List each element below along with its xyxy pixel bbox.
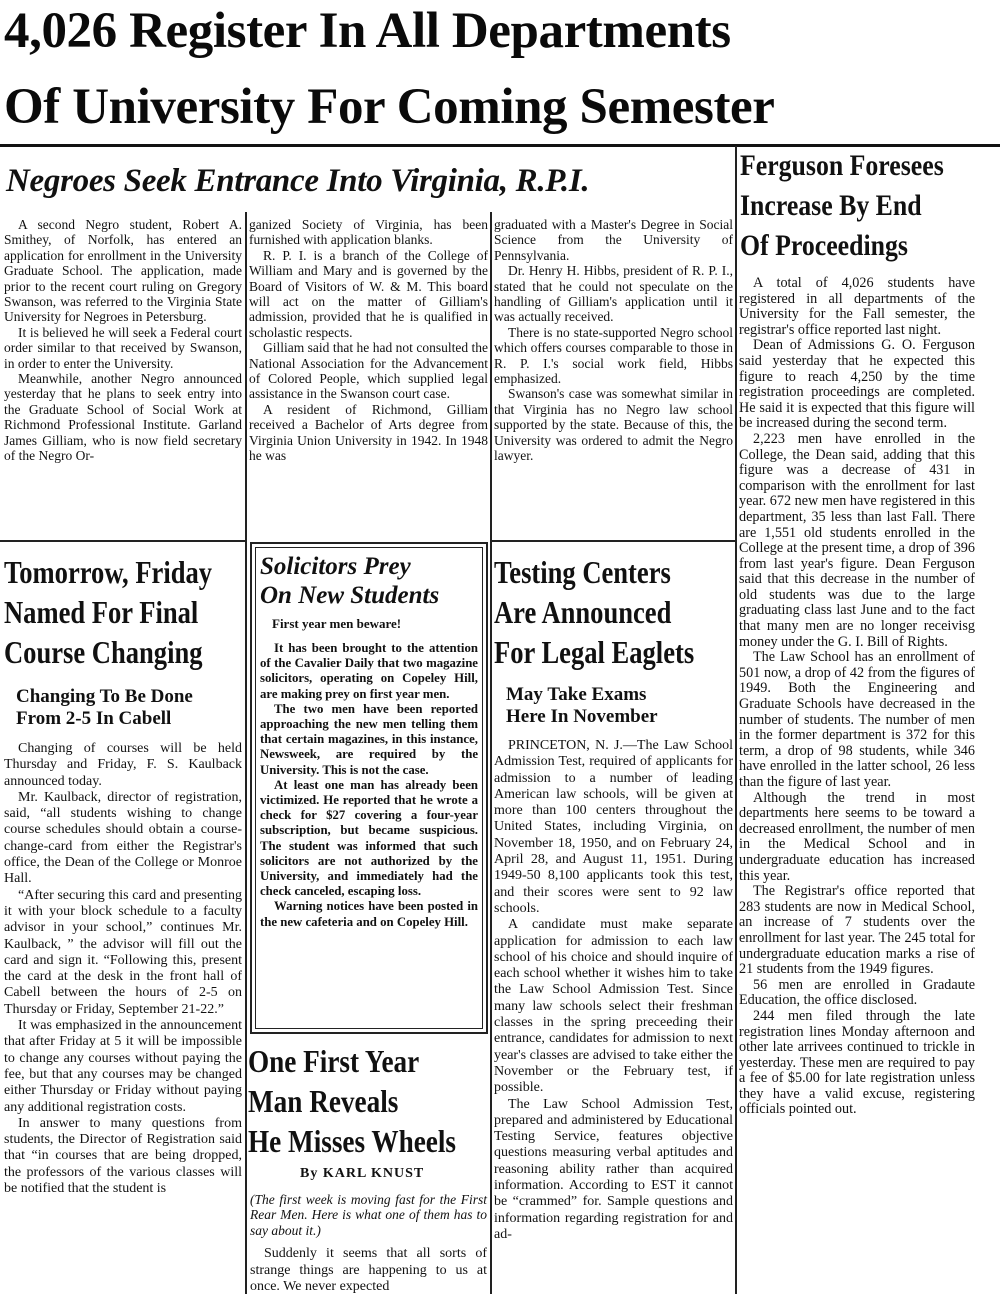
banner-headline-line-1: 4,026 Register In All Departments: [4, 3, 731, 59]
testing-headline: [494, 552, 694, 672]
negroes-col3-paragraph: Dr. Henry H. Hibbs, president of R. P. I., stated that he could not speculate on the handling of Gilliam's application until it was actually received.: [494, 263, 733, 325]
ferguson-headline-line: Of Proceedings: [740, 229, 908, 262]
negroes-column-2: [249, 217, 488, 535]
testing-subhead-line: Here In November: [506, 706, 658, 727]
testing-body: [494, 738, 733, 1294]
solicitors-headline-line: On New Students: [260, 582, 440, 609]
friday-paragraph: Mr. Kaulback, director of registration, said, “all students wishing to change course schedules should obtain a course-change-card from either the Registrar's office, the Dean of the College or Monroe Hall.: [4, 789, 242, 887]
testing-headline-line: Are Announced: [494, 594, 672, 630]
column-rule: [245, 212, 247, 1294]
testing-paragraph: A candidate must make separate application for admission to each law school of his choice and should inquire of each school whether it wishes him to take the Law School Admission Test. Since many law schools select their freshman classes in the spring preceeding their entrance, candidates for admission to next year's classes are advised to take either the November or the February test, if possible.: [494, 917, 733, 1096]
friday-paragraph: In answer to many questions from students, the Director of Registration said that “in courses that are being dropped, the professors of the various classes will be notified that the student is: [4, 1115, 242, 1197]
solicitors-body: [260, 641, 478, 930]
section-rule: [0, 540, 245, 542]
testing-headline-line: Testing Centers: [494, 554, 671, 590]
negroes-col3-paragraph: graduated with a Master's Degree in Social Science from the University of Pennsylvania.: [494, 217, 733, 263]
ferguson-headline-line: Increase By End: [740, 189, 922, 222]
friday-paragraph: “After securing this card and presenting it with your block schedule to a faculty advisor in your school,” continues Mr. Kaulback, ” the advisor will fill out the card and sign it. “Following this, present the card at the desk in the front hall of Cabell between the hours of 2-5 on Thursday or Friday, September 21-22.”: [4, 887, 242, 1017]
negroes-col2-paragraph: R. P. I. is a branch of the College of William and Mary and is governed by the Board of Visitors of W. & M. This board will act on the matter of Gilliam's admission, provided that he is qualified in scholastic respects.: [249, 247, 488, 340]
wheels-editor-note: (The first week is moving fast for the First Rear Men. Here is what one of them has to say about it.): [250, 1192, 487, 1238]
ferguson-body: [739, 276, 975, 1290]
solicitors-paragraph: The two men have been reported approaching the new men telling them that certain magazines, in this instance, Newsweek, are required by the University. This is not the case.: [260, 701, 478, 777]
solicitors-paragraph: At least one man has already been victimized. He reported that he wrote a check for $27 covering a four-year subscription, but became suspicious. The student was informed that such solicitors are not authorized by the University, and immediately had the check canceled, escaping loss.: [260, 777, 478, 899]
solicitors-lead: First year men beware!: [272, 616, 402, 631]
negroes-col2-paragraph: ganized Society of Virginia, has been furnished with application blanks.: [249, 217, 488, 248]
friday-subhead-line: From 2-5 In Cabell: [16, 708, 172, 729]
negroes-headline: Negroes Seek Entrance Into Virginia, R.P.I.: [6, 163, 590, 199]
ferguson-paragraph: A total of 4,026 students have registered in all departments of the University for the Fall semester, the registrar's office reported last night.: [739, 276, 975, 338]
wheels-paragraph: Suddenly it seems that all sorts of strange things are happening to us at once. We never expected: [250, 1246, 487, 1294]
wheels-headline-line: One First Year: [248, 1043, 420, 1079]
solicitors-paragraph: Warning notices have been posted in the new cafeteria and on Copeley Hill.: [260, 899, 478, 929]
wheels-headline-line: Man Reveals: [248, 1083, 399, 1119]
negroes-col1-paragraph: Meanwhile, another Negro announced yesterday that he plans to seek entry into the Graduate School of Social Work at Richmond Professional Institute. Garland James Gilliam, who is now field secretary of the Negro Or-: [4, 371, 242, 464]
friday-headline-line: Named For Final: [4, 594, 199, 630]
negroes-col1-paragraph: It is believed he will seek a Federal court order similar to that received by Swanson, in order to enter the University.: [4, 324, 242, 371]
friday-paragraph: It was emphasized in the announcement that after Friday at 5 it will be impossible to change any courses without paying the fee, but that any courses may be changed either Thursday or Friday without paying any additional registration costs.: [4, 1018, 242, 1115]
wheels-headline-line: He Misses Wheels: [248, 1123, 457, 1159]
negroes-col3-paragraph: There is no state-supported Negro school which offers courses comparable to those in R. P. I.'s social work field, Hibbs emphasized.: [494, 324, 733, 387]
testing-paragraph: PRINCETON, N. J.—The Law School Admission Test, required of applicants for admission to a number of leading American law schools, will be given at more than 100 centers throughout the United States, including Virginia, on November 18, 1950, and on February 24, April 28, and August 11, 1951. During 1949-50 8,100 applicants took this test, and their scores were sent to 92 law schools.: [494, 738, 733, 916]
ferguson-headline: [740, 146, 944, 266]
banner-headline-line-2: Of University For Coming Semester: [4, 79, 775, 135]
ferguson-paragraph: 56 men are enrolled in Gradaute Education, the office disclosed.: [739, 976, 975, 1009]
wheels-headline: [248, 1041, 456, 1161]
ferguson-paragraph: Dean of Admissions G. O. Ferguson said yesterday that he expected this figure to reach 4,250 by the time registration proceedings are completed. He said it is expected that this figure will be increased during the second term.: [739, 337, 975, 432]
friday-subhead-line: Changing To Be Done: [16, 686, 193, 707]
negroes-col2-paragraph: A resident of Richmond, Gilliam received a Bachelor of Arts degree from Virginia Union University in 1942. In 1948 he was: [249, 401, 488, 464]
negroes-col3-paragraph: Swanson's case was somewhat similar in that Virginia has no Negro law school supported by the state. Because of this, the University was ordered to admit the Negro lawyer.: [494, 386, 733, 464]
friday-paragraph: Changing of courses will be held Thursday and Friday, F. S. Kaulback announced today.: [4, 741, 242, 789]
wheels-body: [250, 1246, 487, 1294]
section-rule: [490, 540, 735, 542]
friday-headline-line: Tomorrow, Friday: [4, 554, 213, 590]
wheels-byline: By KARL KNUST: [300, 1166, 425, 1181]
solicitors-headline-line: Solicitors Prey: [260, 553, 411, 580]
friday-headline-line: Course Changing: [4, 634, 203, 670]
testing-paragraph: The Law School Admission Test, prepared and administered by Educational Testing Service, features objective questions measuring verbal aptitudes and reasoning ability rather than acquired information. According to EST it cannot be “crammed” for. Sample questions and information regarding registration for and ad-: [494, 1096, 733, 1242]
ferguson-paragraph: 2,223 men have enrolled in the College, the Dean said, adding that this figure was a decrease of 431 in comparison with the enrollment for last year. 672 new men have registered in this department, 35 less than last Fall. There are 1,551 old students enrolled in the College at the present time, a drop of 396 from last year's figure. Dean Ferguson said that this decrease in the number of old students was due to the large graduating class last June and to the fact that many men are no longer receivisg money under the G. I. Bill of Rights.: [739, 430, 975, 650]
friday-headline: [4, 552, 212, 672]
column-rule: [490, 212, 492, 1294]
testing-subhead-line: May Take Exams: [506, 684, 647, 705]
ferguson-paragraph: The Registrar's office reported that 283 students are now in Medical School, an increase of 7 students over the enrollment for last year. The 245 total for undergraduate education marks a rise of 21 students from the 1949 figures.: [739, 883, 975, 978]
testing-subhead: [506, 684, 658, 728]
friday-body: [4, 741, 242, 1294]
column-rule: [735, 146, 737, 1294]
solicitors-box: [250, 542, 488, 1034]
ferguson-paragraph: Although the trend in most departments here seems to be toward a decreased enrollment, the number of men in the Medical School and in undergraduate education has increased this year.: [739, 789, 975, 884]
negroes-column-1: [4, 217, 242, 535]
ferguson-paragraph: The Law School has an enrollment of 501 now, a drop of 42 from the figures of 1949. Both the Engineering and Graduate Schools have decreased in the number of students. The number of men in the former department is 372 for this term, a drop of 98 students, while 346 have enrolled in the latter school, 26 less than the figure of last year.: [739, 649, 975, 790]
solicitors-headline: [260, 552, 439, 610]
negroes-col1-paragraph: A second Negro student, Robert A. Smithey, of Norfolk, has entered an application for enrollment in the University Graduate School. The application, made prior to the recent court ruling on Gregory Swanson, was referred to the Virginia State University for Negroes in Petersburg.: [4, 217, 242, 325]
testing-headline-line: For Legal Eaglets: [494, 634, 695, 670]
ferguson-paragraph: 244 men filed through the late registration lines Monday afternoon and other late arrivees continued to trickle in yesterday. These men are required to pay a fee of $5.00 for late registration unless they have a valid excuse, registering officials pointed out.: [739, 1007, 975, 1118]
negroes-column-3: [494, 217, 733, 535]
solicitors-paragraph: It has been brought to the attention of the Cavalier Daily that two magazine solicitors, operating on Copeley Hill, are making prey on first year men.: [260, 641, 478, 701]
ferguson-headline-line: Ferguson Foresees: [740, 149, 944, 182]
friday-subhead: [16, 686, 193, 730]
negroes-col2-paragraph: Gilliam said that he had not consulted the National Association for the Advancement of Colored People, which supplied legal assistance in the Swanson court case.: [249, 340, 488, 402]
